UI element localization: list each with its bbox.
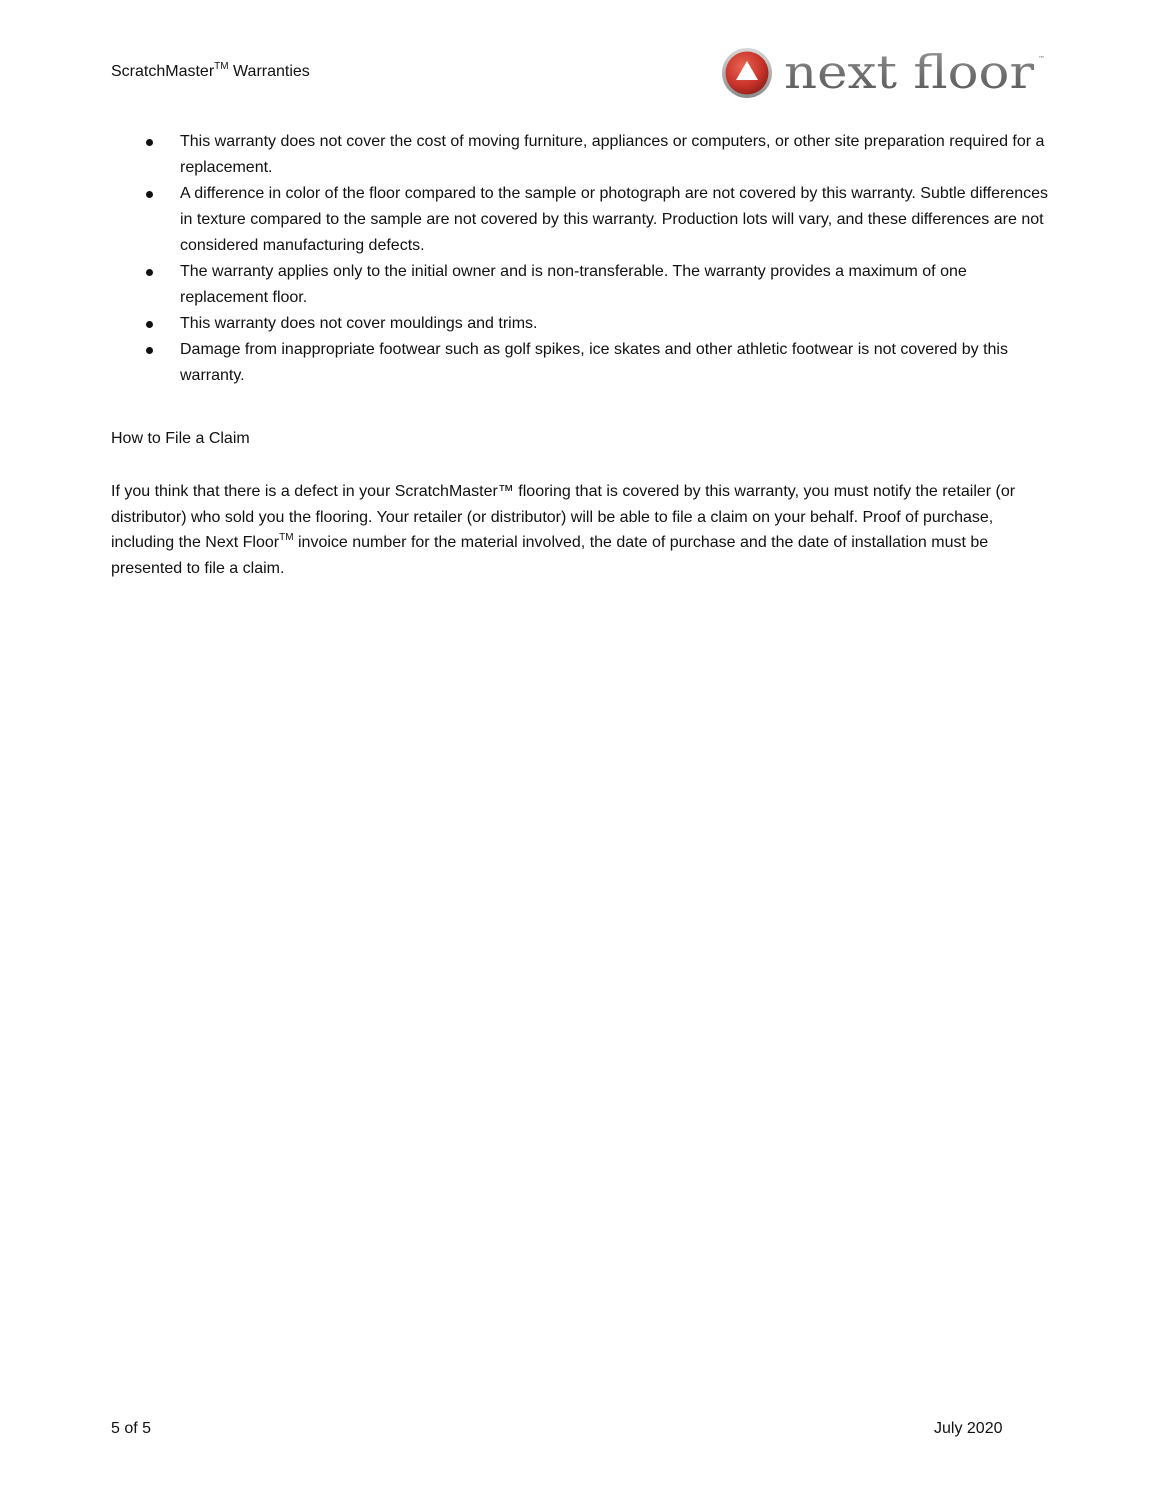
header-title-rest: Warranties: [228, 63, 310, 80]
header-trademark: TM: [214, 61, 229, 72]
claim-text-part1: If you think that there is a defect in your ScratchMaster™ flooring that is covered by this warranty, you must notify the retailer (or distributor) who sold you the flooring. Your retailer (or distributor) will be able to file a claim on your behalf. Proof of purchase, including the Next Floor: [111, 483, 1016, 552]
logo-wordmark: next floor: [784, 46, 1034, 99]
bullet-icon: [146, 269, 153, 276]
list-item-text: The warranty applies only to the initial owner and is non-transferable. The warranty provides a maximum of one replacement floor.: [180, 263, 967, 306]
list-item: [111, 337, 1051, 389]
list-item: [111, 311, 1051, 337]
page-header-title: [111, 62, 310, 82]
bullet-icon: [146, 191, 153, 198]
list-item-text: A difference in color of the floor compared to the sample or photograph are not covered by this warranty. Subtle differences in texture compared to the sample are not covered by this warranty. Production lots will vary, and these differences are not considered manufacturing defects.: [180, 185, 1049, 254]
bullet-icon: [146, 321, 153, 328]
claim-text-part2: invoice number for the material involved, the date of purchase and the date of installation must be presented to file a claim.: [111, 534, 989, 577]
claim-paragraph: [111, 479, 1056, 581]
header-title-main: ScratchMaster: [111, 63, 215, 80]
list-item-text: Damage from inappropriate footwear such as golf spikes, ice skates and other athletic footwear is not covered by this warranty.: [180, 341, 1008, 384]
list-item-text: This warranty does not cover mouldings and trims.: [180, 315, 538, 332]
list-item: [111, 181, 1051, 259]
page-number: 5 of 5: [111, 1420, 152, 1437]
claim-trademark: TM: [279, 532, 294, 544]
warranty-exclusions-list: [111, 129, 1051, 389]
list-item-text: This warranty does not cover the cost of moving furniture, appliances or computers, or other site preparation required for a replacement.: [180, 133, 1045, 176]
claim-section-heading: How to File a Claim: [111, 430, 250, 447]
bullet-icon: [146, 347, 153, 354]
logo-trademark: ™: [1038, 55, 1045, 63]
list-item: [111, 259, 1051, 311]
next-floor-logo: [720, 46, 1050, 102]
bullet-icon: [146, 139, 153, 146]
footer-date: July 2020: [934, 1420, 1003, 1437]
list-item: [111, 129, 1051, 181]
